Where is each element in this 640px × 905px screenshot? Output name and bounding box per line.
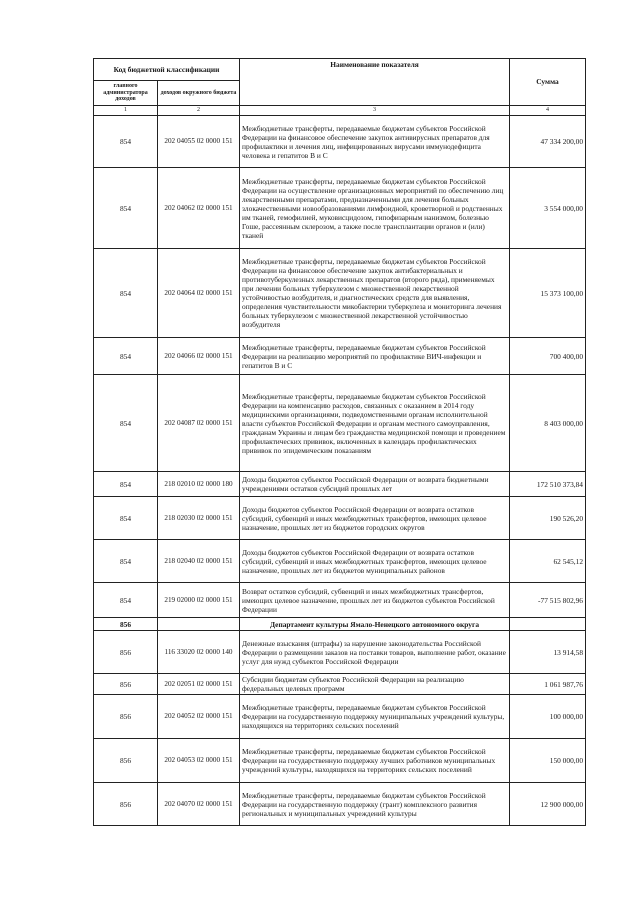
admin-code-cell: 854 [94, 168, 158, 249]
column-number: 3 [240, 106, 510, 116]
indicator-name-cell: Денежные взыскания (штрафы) за нарушение законодательства Российской Федерации о размещении заказов на поставки товаров, выполнение работ, оказание услуг для нужд субъектов Российской Федерации [240, 631, 510, 674]
indicator-name-cell: Доходы бюджетов субъектов Российской Федерации от возврата остатков субсидий, субвенций и иных межбюджетных трансфертов, имеющих целевое назначение, прошлых лет из бюджетов городских округов [240, 497, 510, 540]
admin-code-cell: 854 [94, 472, 158, 497]
indicator-name-cell: Межбюджетные трансферты, передаваемые бюджетам субъектов Российской Федерации на компенсацию расходов, связанных с оказанием в 2014 году медицинскими организациями, подведомственными органам исполнительной власти субъектов Российской Федерации и органам местного самоуправления, гражданам Украины и лицам без гражданства медицинской помощи и проведением профилактических прививок, включенных в календарь профилактических прививок по эпидемическим показаниям [240, 375, 510, 472]
indicator-name-cell: Межбюджетные трансферты, передаваемые бюджетам субъектов Российской Федерации на реализацию мероприятий по профилактике ВИЧ-инфекции и гепатитов В и С [240, 338, 510, 375]
admin-code-cell: 854 [94, 116, 158, 168]
table-row [94, 540, 586, 583]
table-row [94, 631, 586, 674]
column-number: 1 [94, 106, 158, 116]
sum-cell: 3 554 000,00 [510, 168, 586, 249]
admin-code-cell: 856 [94, 739, 158, 783]
admin-code-header: главного администратора доходов [94, 81, 158, 106]
admin-code-cell: 854 [94, 249, 158, 338]
table-row [94, 497, 586, 540]
admin-code-cell: 856 [94, 618, 158, 631]
sum-cell: 100 000,00 [510, 695, 586, 739]
sum-cell: 62 545,12 [510, 540, 586, 583]
sum-cell: 150 000,00 [510, 739, 586, 783]
income-code-cell [158, 618, 240, 631]
income-code-cell: 202 04052 02 0000 151 [158, 695, 240, 739]
sum-cell: 172 510 373,84 [510, 472, 586, 497]
indicator-name-cell: Межбюджетные трансферты, передаваемые бюджетам субъектов Российской Федерации на осуществление организационных мероприятий по обеспечению лиц лекарственными препаратами, предназначенными для лечения больных злокачественными новообразованиями лимфоидной, кроветворной и родственных им тканей, гемофилией, муковисцидозом, гипофизарным нанизмом, болезнью Гоше, рассеянным склерозом, а также после трансплантации органов и (или) тканей [240, 168, 510, 249]
column-number: 2 [158, 106, 240, 116]
income-code-cell: 218 02010 02 0000 180 [158, 472, 240, 497]
indicator-name-header: Наименование показателя [240, 59, 510, 106]
income-code-cell: 202 04087 02 0000 151 [158, 375, 240, 472]
indicator-name-cell: Межбюджетные трансферты, передаваемые бюджетам субъектов Российской Федерации на финансовое обеспечение закупок антибактериальных и противотуберкулезных лекарственных препаратов (второго ряда), применяемых при лечении больных туберкулезом с множественной лекарственной устойчивостью возбудителя, и диагностических средств для выявления, определения чувствительности микобактерии туберкулеза и мониторинга лечения больных туберкулезом с множественной лекарственной устойчивостью возбудителя [240, 249, 510, 338]
admin-code-cell: 854 [94, 497, 158, 540]
income-code-cell: 219 02000 02 0000 151 [158, 583, 240, 618]
table-row [94, 739, 586, 783]
table-row [94, 783, 586, 826]
section-row [94, 618, 586, 631]
indicator-name-cell: Межбюджетные трансферты, передаваемые бюджетам субъектов Российской Федерации на государственную поддержку муниципальных учреждений культуры, находящихся на территориях сельских поселений [240, 695, 510, 739]
indicator-name-cell: Субсидии бюджетам субъектов Российской Федерации на реализацию федеральных целевых программ [240, 674, 510, 695]
income-code-cell: 218 02040 02 0000 151 [158, 540, 240, 583]
table-row [94, 249, 586, 338]
table-row [94, 375, 586, 472]
sum-cell: 1 061 987,76 [510, 674, 586, 695]
column-number: 4 [510, 106, 586, 116]
table-body [94, 116, 586, 826]
sum-cell: 190 526,20 [510, 497, 586, 540]
sum-header: Сумма [510, 59, 586, 106]
admin-code-cell: 856 [94, 695, 158, 739]
admin-code-cell: 856 [94, 631, 158, 674]
sum-cell: -77 515 802,96 [510, 583, 586, 618]
indicator-name-cell: Межбюджетные трансферты, передаваемые бюджетам субъектов Российской Федерации на финансовое обеспечение закупок антивирусных препаратов для профилактики и лечения лиц, инфицированных вирусами иммунодефицита человека и гепатитов В и С [240, 116, 510, 168]
sum-cell: 700 400,00 [510, 338, 586, 375]
table-row [94, 695, 586, 739]
indicator-name-cell: Межбюджетные трансферты, передаваемые бюджетам субъектов Российской Федерации на государственную поддержку (грант) комплексного развития региональных и муниципальных учреждений культуры [240, 783, 510, 826]
indicator-name-cell: Доходы бюджетов субъектов Российской Федерации от возврата остатков субсидий, субвенций и иных межбюджетных трансфертов, имеющих целевое назначение, прошлых лет из бюджетов муниципальных районов [240, 540, 510, 583]
income-code-cell: 202 04066 02 0000 151 [158, 338, 240, 375]
budget-table [93, 58, 586, 826]
income-code-cell: 202 04053 02 0000 151 [158, 739, 240, 783]
admin-code-cell: 854 [94, 540, 158, 583]
indicator-name-cell: Межбюджетные трансферты, передаваемые бюджетам субъектов Российской Федерации на государственную поддержку лучших работников муниципальных учреждений культуры, находящихся на территориях сельских поселений [240, 739, 510, 783]
sum-cell: 12 900 000,00 [510, 783, 586, 826]
table-row [94, 472, 586, 497]
income-code-cell: 116 33020 02 0000 140 [158, 631, 240, 674]
sum-cell [510, 618, 586, 631]
table-row [94, 116, 586, 168]
income-code-cell: 202 04055 02 0000 151 [158, 116, 240, 168]
sum-cell: 47 334 200,00 [510, 116, 586, 168]
indicator-name-cell: Доходы бюджетов субъектов Российской Федерации от возврата бюджетными учреждениями остатков субсидий прошлых лет [240, 472, 510, 497]
income-code-header: доходов окружного бюджета [158, 81, 240, 106]
admin-code-cell: 856 [94, 783, 158, 826]
income-code-cell: 202 04070 02 0000 151 [158, 783, 240, 826]
table-row [94, 168, 586, 249]
table-row [94, 338, 586, 375]
table-row [94, 674, 586, 695]
income-code-cell: 202 02051 02 0000 151 [158, 674, 240, 695]
sum-cell: 8 403 000,00 [510, 375, 586, 472]
budget-classification-header: Код бюджетной классификации [94, 59, 240, 81]
sum-cell: 13 914,58 [510, 631, 586, 674]
income-code-cell: 218 02030 02 0000 151 [158, 497, 240, 540]
sum-cell: 15 373 100,00 [510, 249, 586, 338]
indicator-name-cell: Возврат остатков субсидий, субвенций и иных межбюджетных трансфертов, имеющих целевое назначение, прошлых лет из бюджетов субъектов Российской Федерации [240, 583, 510, 618]
income-code-cell: 202 04062 02 0000 151 [158, 168, 240, 249]
admin-code-cell: 856 [94, 674, 158, 695]
admin-code-cell: 854 [94, 338, 158, 375]
income-code-cell: 202 04064 02 0000 151 [158, 249, 240, 338]
table-row [94, 583, 586, 618]
admin-code-cell: 854 [94, 583, 158, 618]
section-title-cell: Департамент культуры Ямало-Ненецкого автономного округа [240, 618, 510, 631]
admin-code-cell: 854 [94, 375, 158, 472]
